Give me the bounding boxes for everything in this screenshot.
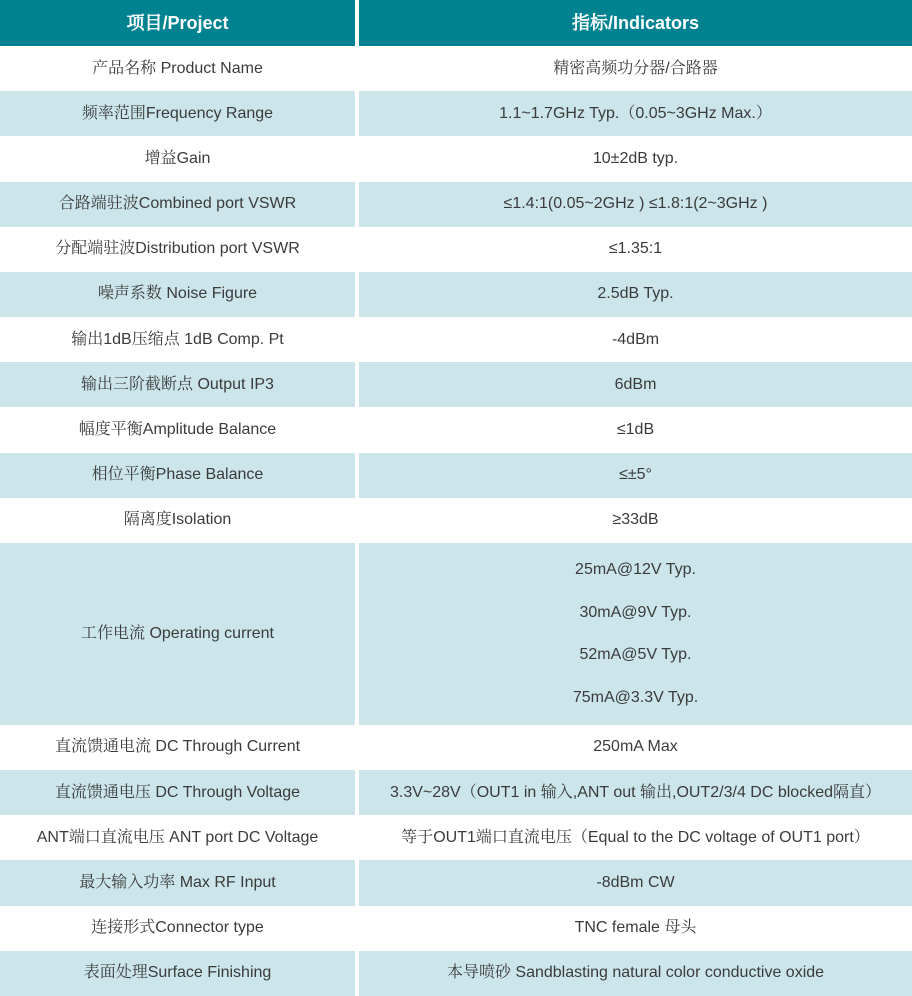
indicator-cell [359,543,912,725]
table-row-dc-through-current [0,725,912,770]
table-row-frequency-range [0,91,912,136]
indicator-cell: 6dBm [359,362,912,407]
indicator-cell: ≤1.35:1 [359,227,912,272]
indicator-cell: -4dBm [359,317,912,362]
project-cell: 连接形式Connector type [0,906,355,951]
project-cell: 合路端驻波Combined port VSWR [0,182,355,227]
table-row-product-name [0,46,912,91]
project-cell: 直流馈通电流 DC Through Current [0,725,355,770]
table-row-operating-current [0,543,912,725]
project-cell: 表面处理Surface Finishing [0,951,355,996]
table-row-ant-port-dc-voltage [0,815,912,860]
project-cell: 最大输入功率 Max RF Input [0,860,355,905]
project-cell: ANT端口直流电压 ANT port DC Voltage [0,815,355,860]
project-cell: 相位平衡Phase Balance [0,453,355,498]
table-row-gain [0,136,912,181]
project-cell: 隔离度Isolation [0,498,355,543]
indicator-cell: 本导喷砂 Sandblasting natural color conductive oxide [359,951,912,996]
indicator-cell: 2.5dB Typ. [359,272,912,317]
project-cell: 增益Gain [0,136,355,181]
project-cell: 输出1dB压缩点 1dB Comp. Pt [0,317,355,362]
project-cell: 分配端驻波Distribution port VSWR [0,227,355,272]
header-indicators: 指标/Indicators [359,0,912,46]
table-row-noise-figure [0,272,912,317]
indicator-line: 30mA@9V Typ. [579,603,692,621]
indicator-cell: ≤1.4:1(0.05~2GHz ) ≤1.8:1(2~3GHz ) [359,182,912,227]
indicator-cell: ≤±5° [359,453,912,498]
table-row-surface-finishing [0,951,912,996]
indicator-cell: 3.3V~28V（OUT1 in 输入,ANT out 输出,OUT2/3/4 DC blocked隔直） [359,770,912,815]
table-row-1db-comp-pt [0,317,912,362]
project-cell: 噪声系数 Noise Figure [0,272,355,317]
table-row-combined-port-vswr [0,182,912,227]
indicator-cell: -8dBm CW [359,860,912,905]
project-cell: 产品名称 Product Name [0,46,355,91]
table-row-output-ip3 [0,362,912,407]
indicator-cell: 250mA Max [359,725,912,770]
indicator-cell: 精密高频功分器/合路器 [359,46,912,91]
indicator-cell: TNC female 母头 [359,906,912,951]
indicator-cell: ≥33dB [359,498,912,543]
table-row-isolation [0,498,912,543]
indicator-cell: ≤1dB [359,407,912,452]
indicator-line: 25mA@12V Typ. [575,561,696,579]
table-row-dc-through-voltage [0,770,912,815]
project-cell: 幅度平衡Amplitude Balance [0,407,355,452]
indicator-cell: 10±2dB typ. [359,136,912,181]
project-cell: 工作电流 Operating current [0,543,355,725]
table-row-distribution-port-vswr [0,227,912,272]
table-row-phase-balance [0,453,912,498]
project-cell: 频率范围Frequency Range [0,91,355,136]
project-cell: 直流馈通电压 DC Through Voltage [0,770,355,815]
indicator-line: 75mA@3.3V Typ. [572,688,699,706]
table-row-max-rf-input [0,860,912,905]
table-row-connector-type [0,906,912,951]
indicator-line: 52mA@5V Typ. [579,646,692,664]
table-header-row [0,0,912,46]
indicator-cell: 1.1~1.7GHz Typ.（0.05~3GHz Max.） [359,91,912,136]
table-row-amplitude-balance [0,407,912,452]
indicator-cell: 等于OUT1端口直流电压（Equal to the DC voltage of OUT1 port） [359,815,912,860]
header-project: 项目/Project [0,0,355,46]
project-cell: 输出三阶截断点 Output IP3 [0,362,355,407]
